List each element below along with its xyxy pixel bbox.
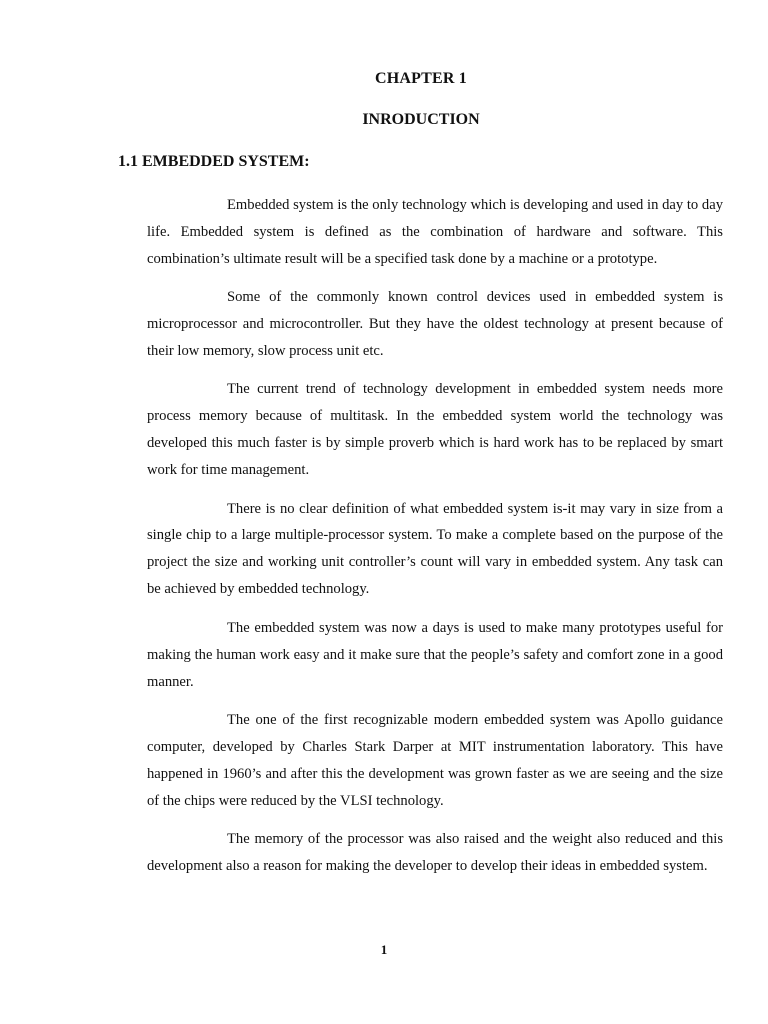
chapter-title: INRODUCTION [362, 111, 480, 128]
paragraph-2: Some of the commonly known control devices used in embedded system is microprocessor and microcontroller. But they have the oldest technology at present because of their low memory, slow process unit etc. [147, 289, 723, 360]
paragraph-1: Embedded system is the only technology which is developing and used in day to day life. Embedded system is defined as the combination of hardware and software. This combination’s ultimate result will be a specified task done by a machine or a prototype. [147, 197, 723, 267]
section-heading: 1.1 EMBEDDED SYSTEM: [118, 153, 310, 170]
paragraph-5: The embedded system was now a days is used to make many prototypes useful for making the human work easy and it make sure that the people’s safety and comfort zone in a good manner. [147, 619, 723, 690]
chapter-label: CHAPTER 1 [374, 70, 468, 87]
paragraph-4: There is no clear definition of what embedded system is-it may vary in size from a single chip to a large multiple-processor system. To make a complete based on the purpose of the project the size and working unit controller’s count will vary in embedded system. Any task can be achieved by embedded technology. [147, 500, 723, 598]
paragraph-7: The memory of the processor was also raised and the weight also reduced and this development also a reason for making the developer to develop their ideas in embedded system. [147, 831, 723, 874]
page-number: 1 [380, 942, 388, 957]
paragraph-3: The current trend of technology development in embedded system needs more process memory because of multitask. In the embedded system world the technology was developed this much faster is by simple proverb which is hard work has to be replaced by smart work for time management. [147, 381, 723, 479]
paragraph-6: The one of the first recognizable modern embedded system was Apollo guidance computer, developed by Charles Stark Darper at MIT instrumentation laboratory. This have happened in 1960’s and after this the development was grown faster as we are seeing and the size of the chips were reduced by the VLSI technology. [147, 711, 723, 809]
body-text [147, 192, 723, 891]
